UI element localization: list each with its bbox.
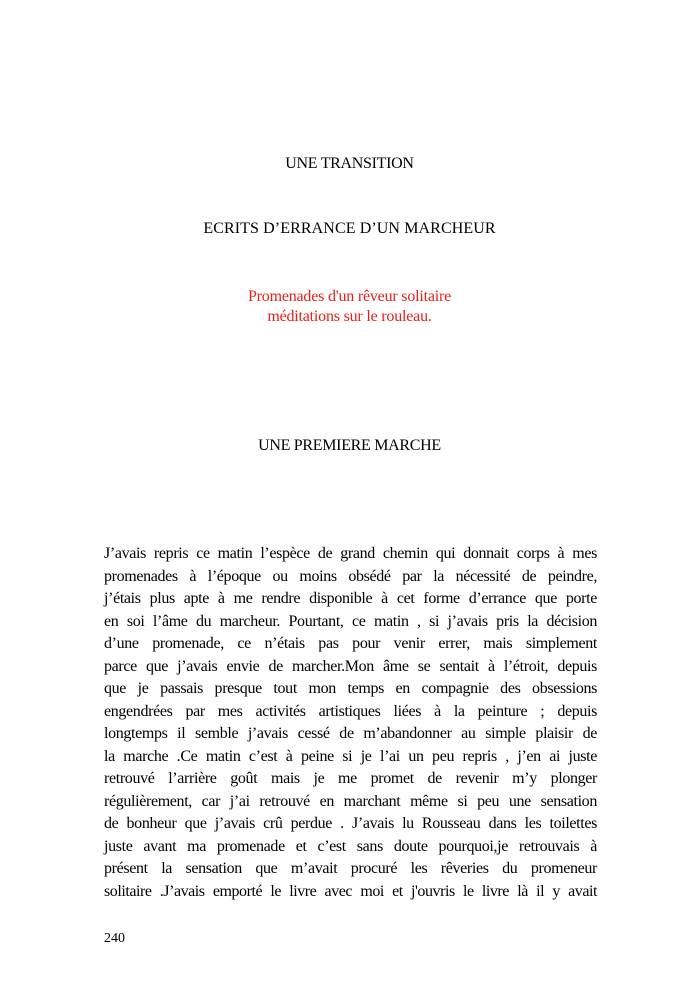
- body-paragraph: [104, 543, 597, 903]
- body-line: d’une promenade, ce n’étais pas pour venir errer, mais simplement: [104, 635, 597, 652]
- body-line: parce que j’avais envie de marcher.Mon âme se sentait à l’étroit, depuis: [104, 657, 597, 675]
- subtitle-line-1: Promenades d'un rêveur solitaire: [247, 288, 452, 305]
- body-line: engendrées par mes activités artistiques liées à la peinture ; depuis: [104, 702, 597, 720]
- body-line: longtemps il semble j’avais cessé de m’abandonner au simple plaisir de: [104, 725, 597, 742]
- body-line: présent la sensation que m’avait procuré les rêveries du promeneur: [104, 860, 597, 877]
- body-line: J’avais repris ce matin l’espèce de grand chemin qui donnait corps à mes: [104, 545, 597, 562]
- subtitle-line-2: méditations sur le rouleau.: [267, 308, 432, 325]
- section-heading-premiere-marche: UNE PREMIERE MARCHE: [258, 437, 441, 454]
- body-line: la marche .Ce matin c’est à peine si je l’ai un peu repris , j’en ai juste: [104, 747, 597, 765]
- body-line: juste avant ma promenade et c’est sans doute pourquoi,je retrouvais à: [104, 837, 597, 855]
- body-line: de bonheur que j’avais crû perdue . J’avais lu Rousseau dans les toilettes: [104, 815, 597, 832]
- body-line: que je passais presque tout mon temps en compagnie des obsessions: [104, 680, 597, 697]
- body-line: retrouvé l’arrière goût mais je me promet de revenir m’y plonger: [104, 770, 597, 787]
- page-number: 240: [104, 931, 125, 946]
- body-line: en soi l’âme du marcheur. Pourtant, ce matin , si j’avais pris la décision: [104, 612, 597, 630]
- body-line: solitaire .J’avais emporté le livre avec moi et j'ouvris le livre là il y avait: [104, 882, 597, 900]
- body-line: j’étais plus apte à me rendre disponible à cet forme d’errance que porte: [104, 590, 597, 607]
- section-heading-transition: UNE TRANSITION: [285, 155, 414, 172]
- section-heading-ecrits: ECRITS D’ERRANCE D’UN MARCHEUR: [203, 220, 496, 237]
- body-line: régulièrement, car j’ai retrouvé en marchant même si peu une sensation: [104, 792, 597, 810]
- body-line: promenades à l’époque ou moins obsédé par la nécessité de peindre,: [104, 567, 597, 585]
